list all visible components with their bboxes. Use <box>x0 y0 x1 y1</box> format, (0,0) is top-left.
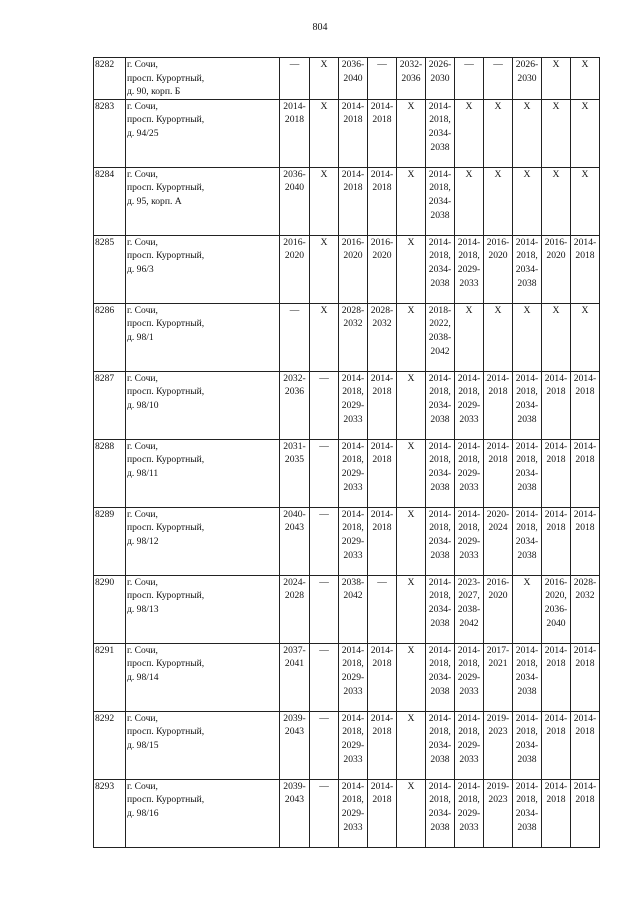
address-cell: г. Сочи, просп. Курортный, д. 98/15 <box>126 711 280 779</box>
period-cell: 2014- 2018 <box>571 779 600 847</box>
period-cell: Х <box>571 58 600 100</box>
period-cell: Х <box>571 167 600 235</box>
period-cell: 2031- 2035 <box>280 439 310 507</box>
row-number-cell: 8289 <box>94 507 126 575</box>
period-cell: 2014- 2018, 2029- 2033 <box>339 439 368 507</box>
period-cell: Х <box>455 167 484 235</box>
period-cell: Х <box>310 99 339 167</box>
table-row <box>94 99 600 167</box>
period-cell: — <box>280 58 310 100</box>
period-cell: Х <box>310 167 339 235</box>
period-cell: 2014- 2018 <box>571 507 600 575</box>
period-cell: 2016- 2020 <box>280 235 310 303</box>
period-cell: Х <box>484 99 513 167</box>
period-cell: 2032- 2036 <box>280 371 310 439</box>
period-cell: 2017- 2021 <box>484 643 513 711</box>
period-cell: Х <box>513 303 542 371</box>
period-cell: 2014- 2018, 2034- 2038 <box>426 167 455 235</box>
period-cell: 2028- 2032 <box>368 303 397 371</box>
period-cell: Х <box>397 235 426 303</box>
period-cell: Х <box>310 303 339 371</box>
period-cell: 2014- 2018, 2034- 2038 <box>426 779 455 847</box>
period-cell: 2016- 2020 <box>484 575 513 643</box>
period-cell: 2024- 2028 <box>280 575 310 643</box>
period-cell: 2014- 2018 <box>542 643 571 711</box>
period-cell: 2014- 2018 <box>484 439 513 507</box>
period-cell: 2040- 2043 <box>280 507 310 575</box>
period-cell: Х <box>397 439 426 507</box>
period-cell: 2014- 2018, 2029- 2033 <box>455 235 484 303</box>
row-number-cell: 8291 <box>94 643 126 711</box>
period-cell: Х <box>397 371 426 439</box>
period-cell: 2014- 2018, 2029- 2033 <box>339 779 368 847</box>
table-row <box>94 643 600 711</box>
period-cell: Х <box>397 779 426 847</box>
period-cell: 2014- 2018, 2034- 2038 <box>426 371 455 439</box>
period-cell: 2018- 2022, 2038- 2042 <box>426 303 455 371</box>
period-cell: — <box>368 58 397 100</box>
row-number-cell: 8290 <box>94 575 126 643</box>
table-row <box>94 439 600 507</box>
period-cell: Х <box>397 643 426 711</box>
period-cell: Х <box>542 99 571 167</box>
period-cell: 2014- 2018 <box>368 99 397 167</box>
address-cell: г. Сочи, просп. Курортный, д. 90, корп. Б <box>126 58 280 100</box>
period-cell: — <box>310 439 339 507</box>
period-cell: 2014- 2018, 2029- 2033 <box>339 507 368 575</box>
row-number-cell: 8282 <box>94 58 126 100</box>
period-cell: 2014- 2018, 2034- 2038 <box>426 99 455 167</box>
period-cell: — <box>310 575 339 643</box>
period-cell: — <box>310 711 339 779</box>
period-cell: Х <box>542 58 571 100</box>
period-cell: 2016- 2020, 2036- 2040 <box>542 575 571 643</box>
period-cell: 2026- 2030 <box>426 58 455 100</box>
period-cell: 2016- 2020 <box>484 235 513 303</box>
period-cell: — <box>280 303 310 371</box>
period-cell: 2014- 2018 <box>542 439 571 507</box>
period-cell: Х <box>571 303 600 371</box>
period-cell: 2014- 2018 <box>368 507 397 575</box>
period-cell: Х <box>542 167 571 235</box>
period-cell: Х <box>513 575 542 643</box>
period-cell: — <box>310 643 339 711</box>
address-cell: г. Сочи, просп. Курортный, д. 95, корп. А <box>126 167 280 235</box>
period-cell: 2038- 2042 <box>339 575 368 643</box>
period-cell: Х <box>397 507 426 575</box>
period-cell: 2014- 2018, 2034- 2038 <box>513 779 542 847</box>
housing-registry-table <box>93 57 600 848</box>
table-row <box>94 575 600 643</box>
period-cell: Х <box>455 303 484 371</box>
period-cell: 2020- 2024 <box>484 507 513 575</box>
period-cell: 2023- 2027, 2038- 2042 <box>455 575 484 643</box>
period-cell: — <box>310 507 339 575</box>
period-cell: 2037- 2041 <box>280 643 310 711</box>
period-cell: Х <box>397 575 426 643</box>
period-cell: — <box>484 58 513 100</box>
period-cell: Х <box>542 303 571 371</box>
address-cell: г. Сочи, просп. Курортный, д. 98/10 <box>126 371 280 439</box>
period-cell: 2019- 2023 <box>484 779 513 847</box>
period-cell: 2014- 2018, 2034- 2038 <box>426 439 455 507</box>
period-cell: Х <box>397 99 426 167</box>
period-cell: Х <box>571 99 600 167</box>
row-number-cell: 8287 <box>94 371 126 439</box>
table-row <box>94 235 600 303</box>
period-cell: 2028- 2032 <box>571 575 600 643</box>
table-row <box>94 371 600 439</box>
period-cell: 2014- 2018 <box>542 371 571 439</box>
period-cell: Х <box>310 58 339 100</box>
period-cell: 2014- 2018 <box>339 167 368 235</box>
row-number-cell: 8285 <box>94 235 126 303</box>
table-row <box>94 779 600 847</box>
period-cell: 2014- 2018, 2034- 2038 <box>426 235 455 303</box>
period-cell: 2014- 2018 <box>542 711 571 779</box>
period-cell: 2014- 2018 <box>368 779 397 847</box>
row-number-cell: 8293 <box>94 779 126 847</box>
period-cell: 2014- 2018 <box>571 235 600 303</box>
address-cell: г. Сочи, просп. Курортный, д. 94/25 <box>126 99 280 167</box>
period-cell: Х <box>484 167 513 235</box>
period-cell: 2014- 2018, 2034- 2038 <box>513 371 542 439</box>
period-cell: 2014- 2018, 2034- 2038 <box>513 711 542 779</box>
period-cell: Х <box>513 99 542 167</box>
address-cell: г. Сочи, просп. Курортный, д. 98/12 <box>126 507 280 575</box>
period-cell: 2014- 2018, 2034- 2038 <box>426 711 455 779</box>
period-cell: 2014- 2018, 2034- 2038 <box>513 643 542 711</box>
period-cell: 2014- 2018, 2029- 2033 <box>455 507 484 575</box>
period-cell: — <box>368 575 397 643</box>
period-cell: 2014- 2018 <box>571 439 600 507</box>
period-cell: — <box>310 779 339 847</box>
row-number-cell: 8286 <box>94 303 126 371</box>
period-cell: 2014- 2018, 2034- 2038 <box>426 575 455 643</box>
period-cell: 2039- 2043 <box>280 711 310 779</box>
period-cell: 2014- 2018 <box>542 779 571 847</box>
period-cell: 2014- 2018 <box>368 711 397 779</box>
period-cell: 2014- 2018 <box>368 167 397 235</box>
period-cell: 2014- 2018, 2029- 2033 <box>455 439 484 507</box>
period-cell: 2016- 2020 <box>542 235 571 303</box>
period-cell: 2014- 2018, 2029- 2033 <box>339 711 368 779</box>
row-number-cell: 8292 <box>94 711 126 779</box>
row-number-cell: 8288 <box>94 439 126 507</box>
period-cell: 2014- 2018 <box>542 507 571 575</box>
period-cell: 2014- 2018, 2034- 2038 <box>513 439 542 507</box>
period-cell: 2014- 2018, 2029- 2033 <box>455 643 484 711</box>
period-cell: 2014- 2018, 2029- 2033 <box>455 711 484 779</box>
period-cell: 2014- 2018 <box>280 99 310 167</box>
table-row <box>94 507 600 575</box>
period-cell: 2014- 2018, 2029- 2033 <box>455 371 484 439</box>
address-cell: г. Сочи, просп. Курортный, д. 98/16 <box>126 779 280 847</box>
table-row <box>94 303 600 371</box>
address-cell: г. Сочи, просп. Курортный, д. 98/14 <box>126 643 280 711</box>
address-cell: г. Сочи, просп. Курортный, д. 96/3 <box>126 235 280 303</box>
period-cell: 2014- 2018 <box>484 371 513 439</box>
period-cell: 2026- 2030 <box>513 58 542 100</box>
period-cell: 2014- 2018 <box>368 371 397 439</box>
period-cell: 2014- 2018 <box>368 643 397 711</box>
period-cell: 2014- 2018, 2029- 2033 <box>455 779 484 847</box>
period-cell: Х <box>397 303 426 371</box>
table-row <box>94 58 600 100</box>
table-row <box>94 711 600 779</box>
period-cell: 2032- 2036 <box>397 58 426 100</box>
period-cell: 2014- 2018 <box>571 711 600 779</box>
period-cell: Х <box>310 235 339 303</box>
period-cell: 2014- 2018, 2029- 2033 <box>339 643 368 711</box>
address-cell: г. Сочи, просп. Курортный, д. 98/1 <box>126 303 280 371</box>
period-cell: Х <box>397 167 426 235</box>
period-cell: 2014- 2018 <box>339 99 368 167</box>
period-cell: 2019- 2023 <box>484 711 513 779</box>
period-cell: 2014- 2018, 2034- 2038 <box>426 643 455 711</box>
period-cell: Х <box>484 303 513 371</box>
period-cell: 2016- 2020 <box>368 235 397 303</box>
row-number-cell: 8284 <box>94 167 126 235</box>
period-cell: 2014- 2018, 2034- 2038 <box>426 507 455 575</box>
address-cell: г. Сочи, просп. Курортный, д. 98/13 <box>126 575 280 643</box>
period-cell: 2036- 2040 <box>280 167 310 235</box>
period-cell: — <box>455 58 484 100</box>
period-cell: 2014- 2018 <box>571 643 600 711</box>
period-cell: 2016- 2020 <box>339 235 368 303</box>
page-number: 804 <box>312 22 328 33</box>
period-cell: Х <box>455 99 484 167</box>
table-row <box>94 167 600 235</box>
period-cell: 2014- 2018 <box>571 371 600 439</box>
period-cell: 2036- 2040 <box>339 58 368 100</box>
period-cell: 2014- 2018, 2034- 2038 <box>513 507 542 575</box>
period-cell: 2014- 2018, 2034- 2038 <box>513 235 542 303</box>
period-cell: 2039- 2043 <box>280 779 310 847</box>
address-cell: г. Сочи, просп. Курортный, д. 98/11 <box>126 439 280 507</box>
period-cell: Х <box>513 167 542 235</box>
period-cell: Х <box>397 711 426 779</box>
row-number-cell: 8283 <box>94 99 126 167</box>
period-cell: 2028- 2032 <box>339 303 368 371</box>
period-cell: 2014- 2018 <box>368 439 397 507</box>
period-cell: — <box>310 371 339 439</box>
period-cell: 2014- 2018, 2029- 2033 <box>339 371 368 439</box>
